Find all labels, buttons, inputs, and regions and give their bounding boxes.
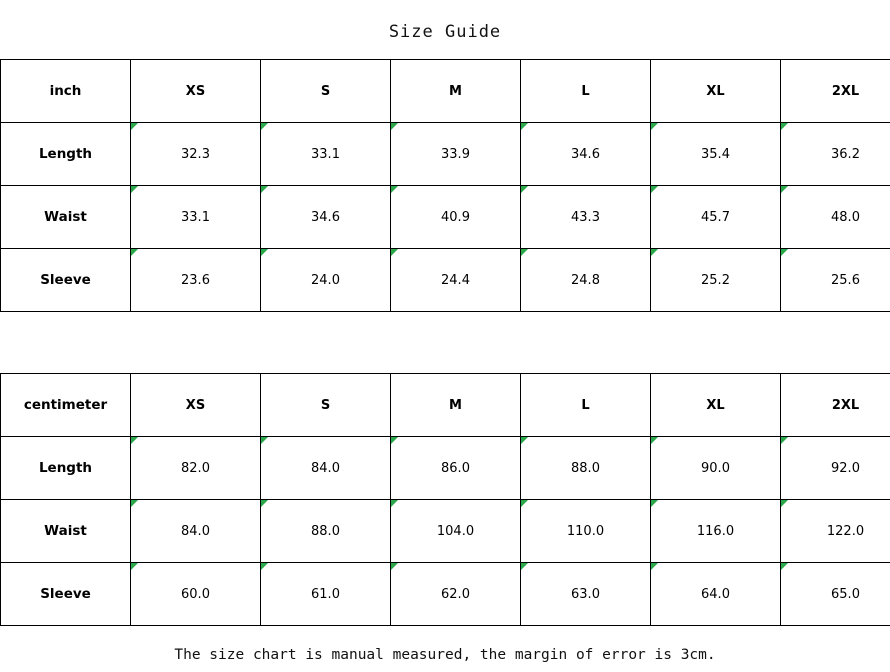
- column-header-m: M: [391, 60, 521, 123]
- row-label-sleeve: Sleeve: [1, 563, 131, 626]
- cell-sleeve-l: 63.0: [521, 563, 651, 626]
- cell-length-2xl: 36.2: [781, 123, 890, 186]
- cell-sleeve-s: 24.0: [261, 249, 391, 312]
- cell-waist-m: 104.0: [391, 500, 521, 563]
- column-header-m: M: [391, 374, 521, 437]
- cell-waist-s: 88.0: [261, 500, 391, 563]
- cell-waist-xl: 45.7: [651, 186, 781, 249]
- cell-length-s: 33.1: [261, 123, 391, 186]
- column-header-s: S: [261, 374, 391, 437]
- cell-waist-s: 34.6: [261, 186, 391, 249]
- cell-waist-xl: 116.0: [651, 500, 781, 563]
- column-header-s: S: [261, 60, 391, 123]
- cell-waist-m: 40.9: [391, 186, 521, 249]
- column-header-xs: XS: [131, 374, 261, 437]
- page-title: Size Guide: [388, 22, 502, 42]
- table-row: [1, 563, 890, 626]
- cell-sleeve-xl: 64.0: [651, 563, 781, 626]
- cell-waist-l: 110.0: [521, 500, 651, 563]
- column-header-l: L: [521, 60, 651, 123]
- cell-length-2xl: 92.0: [781, 437, 890, 500]
- row-label-length: Length: [1, 123, 131, 186]
- cell-sleeve-m: 24.4: [391, 249, 521, 312]
- column-header-l: L: [521, 374, 651, 437]
- cell-sleeve-xl: 25.2: [651, 249, 781, 312]
- unit-label-inch: inch: [1, 60, 131, 123]
- row-label-sleeve: Sleeve: [1, 249, 131, 312]
- cell-sleeve-m: 62.0: [391, 563, 521, 626]
- cell-length-l: 34.6: [521, 123, 651, 186]
- cell-sleeve-s: 61.0: [261, 563, 391, 626]
- table-row: [1, 186, 890, 249]
- row-label-length: Length: [1, 437, 131, 500]
- cell-length-xl: 90.0: [651, 437, 781, 500]
- cell-length-xs: 32.3: [131, 123, 261, 186]
- cell-length-xl: 35.4: [651, 123, 781, 186]
- cell-sleeve-2xl: 25.6: [781, 249, 890, 312]
- column-header-xs: XS: [131, 60, 261, 123]
- column-header-2xl: 2XL: [781, 60, 890, 123]
- column-header-xl: XL: [651, 60, 781, 123]
- table-header-row: [1, 60, 890, 123]
- table-row: [1, 249, 890, 312]
- table-row: [1, 123, 890, 186]
- cell-sleeve-xs: 23.6: [131, 249, 261, 312]
- table-separator-gap: [0, 312, 890, 373]
- cell-sleeve-2xl: 65.0: [781, 563, 890, 626]
- cell-length-m: 33.9: [391, 123, 521, 186]
- table-row: [1, 500, 890, 563]
- cell-sleeve-xs: 60.0: [131, 563, 261, 626]
- measurement-disclaimer: The size chart is manual measured, the margin of error is 3cm.: [174, 647, 716, 663]
- table-row: [1, 437, 890, 500]
- cell-length-s: 84.0: [261, 437, 391, 500]
- column-header-xl: XL: [651, 374, 781, 437]
- row-label-waist: Waist: [1, 500, 131, 563]
- cell-length-xs: 82.0: [131, 437, 261, 500]
- unit-label-centimeter: centimeter: [1, 374, 131, 437]
- column-header-2xl: 2XL: [781, 374, 890, 437]
- size-table-centimeter: [0, 373, 890, 626]
- cell-length-m: 86.0: [391, 437, 521, 500]
- cell-sleeve-l: 24.8: [521, 249, 651, 312]
- cell-waist-xs: 84.0: [131, 500, 261, 563]
- cell-length-l: 88.0: [521, 437, 651, 500]
- cell-waist-xs: 33.1: [131, 186, 261, 249]
- cell-waist-2xl: 122.0: [781, 500, 890, 563]
- cell-waist-l: 43.3: [521, 186, 651, 249]
- size-table-inch: [0, 59, 890, 312]
- cell-waist-2xl: 48.0: [781, 186, 890, 249]
- table-header-row: [1, 374, 890, 437]
- row-label-waist: Waist: [1, 186, 131, 249]
